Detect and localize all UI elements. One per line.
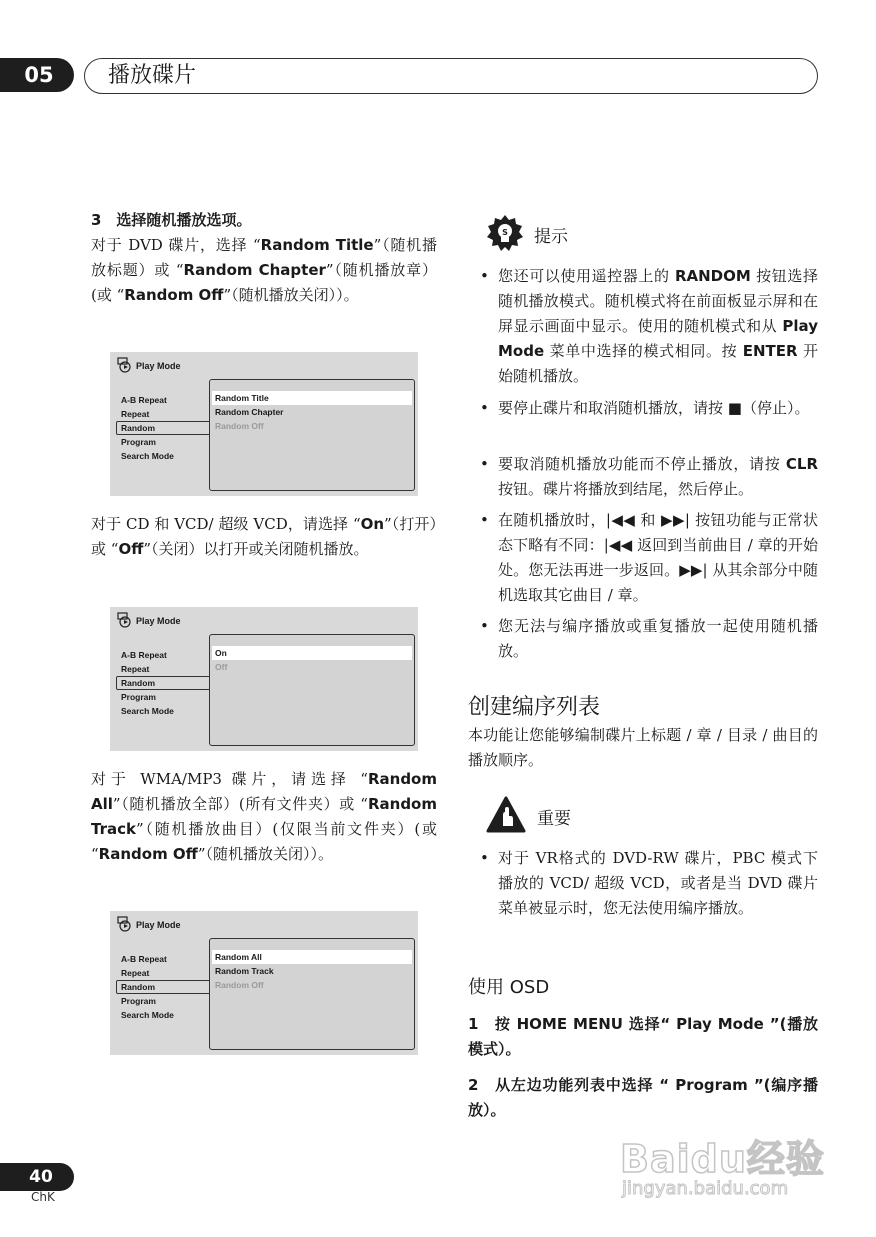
play-mode-icon <box>116 916 134 932</box>
text-run: 您还可以使用遥控器上的 <box>498 267 675 285</box>
osd-menu-item[interactable]: Program <box>121 996 156 1006</box>
osd-menu-item[interactable]: A-B Repeat <box>121 954 167 964</box>
text-run: 要停止碟片和取消随机播放，请按 ■（停止）。 <box>498 399 810 417</box>
play-mode-icon <box>116 357 134 373</box>
bold-term: Random Off <box>98 845 198 863</box>
bullet-item <box>468 396 818 421</box>
text-run: 在随机播放时，|◀◀ 和 ▶▶| 按钮功能与正常状态下略有不同：|◀◀ 返回到当前曲目 / 章的开始处。您无法再进一步返回。▶▶| 从其余部分中随机选取其它曲目 / 章。 <box>498 511 818 604</box>
bullet-dot: • <box>480 617 489 635</box>
page-language-code: ChK <box>31 1190 55 1204</box>
osd-menu-item[interactable]: A-B Repeat <box>121 395 167 405</box>
program-section-description: 本功能让您能够编制碟片上标题 / 章 / 目录 / 曲目的播放顺序。 <box>468 726 818 769</box>
osd-menu-item[interactable]: Random <box>116 676 216 690</box>
osd-section-heading: 使用 OSD <box>468 977 550 998</box>
watermark-logo: Baidu经验 <box>620 1137 825 1181</box>
bold-term: Off <box>118 540 144 558</box>
important-warning-icon <box>486 796 526 834</box>
text-run: 对于 DVD 碟片，选择 “ <box>91 236 261 254</box>
osd-option[interactable]: Random Track <box>215 966 274 976</box>
bullet-item <box>468 452 818 502</box>
text-run: ”（随机播放曲目）(仅限当前文件夹）(或 “ <box>91 820 437 863</box>
bold-term: Random All <box>91 770 437 813</box>
tips-heading: 提示 <box>534 227 568 247</box>
osd-option[interactable]: Random Chapter <box>215 407 284 417</box>
bold-term: CLR <box>785 455 818 473</box>
osd-title: Play Mode <box>136 361 181 371</box>
osd-panel-cd <box>110 607 418 751</box>
text-run: 对于 WMA/MP3 碟片，请选择 “ <box>91 770 368 788</box>
osd-option[interactable]: Random Off <box>215 421 264 431</box>
bold-term: Play Mode <box>498 317 818 360</box>
osd-options-box <box>209 634 415 746</box>
para-dvd-random <box>91 233 437 308</box>
bullet-dot: • <box>480 849 489 867</box>
bold-term: Random Track <box>91 795 437 838</box>
osd-options-box <box>209 938 415 1050</box>
svg-text:S: S <box>502 228 508 237</box>
osd-menu-item[interactable]: Program <box>121 692 156 702</box>
text-run: ”（打开）或 “ <box>91 515 437 558</box>
bullet-item <box>468 614 818 664</box>
bullet-item <box>468 264 818 389</box>
osd-menu-item[interactable]: Search Mode <box>121 1010 174 1020</box>
osd-panel-dvd <box>110 352 418 496</box>
osd-function-menu <box>120 648 216 718</box>
osd-step2: 2 从左边功能列表中选择 “ Program ”(编序播放）。 <box>468 1076 818 1119</box>
baidu-watermark <box>620 1128 825 1208</box>
watermark-url: jingyan.baidu.com <box>622 1178 789 1199</box>
step3-title: 3 选择随机播放选项。 <box>91 211 252 229</box>
text-run: ”（随机播放标题）或 “ <box>91 236 437 279</box>
osd-step1: 1 按 HOME MENU 选择“ Play Mode ”(播放模式）。 <box>468 1015 818 1058</box>
osd-menu-item[interactable]: Search Mode <box>121 706 174 716</box>
text-run: 开始随机播放。 <box>498 342 818 385</box>
osd-option[interactable]: Random Title <box>212 391 412 405</box>
bold-term: Random Chapter <box>183 261 326 279</box>
osd-menu-item[interactable]: Random <box>116 980 216 994</box>
text-run: 您无法与编序播放或重复播放一起使用随机播放。 <box>498 617 818 660</box>
important-heading: 重要 <box>537 809 571 829</box>
bullet-item <box>468 508 818 608</box>
bold-term: On <box>360 515 385 533</box>
para-cd-random <box>91 512 437 562</box>
text-run: ”（随机播放关闭））。 <box>223 286 359 304</box>
osd-option[interactable]: Random Off <box>215 980 264 990</box>
chapter-number-badge: 05 <box>0 58 74 92</box>
text-run: ”（关闭）以打开或关闭随机播放。 <box>143 540 369 558</box>
bold-term: RANDOM <box>674 267 751 285</box>
text-run: 要取消随机播放功能而不停止播放，请按 <box>498 455 786 473</box>
osd-menu-item[interactable]: Repeat <box>121 409 150 419</box>
text-run: 菜单中选择的模式相同。按 <box>544 342 743 360</box>
bold-term: ENTER <box>742 342 798 360</box>
osd-option[interactable]: Off <box>215 662 228 672</box>
osd-title: Play Mode <box>136 616 181 626</box>
bullet-dot: • <box>480 455 489 473</box>
text-run: 按钮。碟片将播放到结尾，然后停止。 <box>498 480 754 498</box>
page-number: 40 <box>0 1163 74 1191</box>
osd-menu-item[interactable]: Repeat <box>121 664 150 674</box>
text-run: 对于 CD 和 VCD/ 超级 VCD，请选择 “ <box>91 515 361 533</box>
osd-option[interactable]: Random All <box>212 950 412 964</box>
text-run: ”（随机播放章）(或 “ <box>91 261 437 304</box>
text-run: ”（随机播放关闭））。 <box>197 845 333 863</box>
chapter-title: 播放碟片 <box>108 63 197 88</box>
osd-menu-item[interactable]: Random <box>116 421 216 435</box>
bullet-dot: • <box>480 511 489 529</box>
text-run: ”（随机播放全部）(所有文件夹）或 “ <box>112 795 368 813</box>
osd-panel-mp3 <box>110 911 418 1055</box>
play-mode-icon <box>116 612 134 628</box>
tip-lightbulb-icon <box>486 214 524 252</box>
osd-function-menu <box>120 393 216 463</box>
text-run: 按钮选择随机播放模式。随机模式将在前面板显示屏和在屏显示画面中显示。使用的随机模式和从 <box>498 267 818 335</box>
para-mp3-random <box>91 767 437 867</box>
text-run: 对于 VR格式的 DVD-RW 碟片，PBC 模式下播放的 VCD/ 超级 VCD，或者是当 DVD 碟片菜单被显示时，您无法使用编序播放。 <box>498 849 818 917</box>
osd-menu-item[interactable]: A-B Repeat <box>121 650 167 660</box>
osd-option[interactable]: On <box>212 646 412 660</box>
osd-menu-item[interactable]: Repeat <box>121 968 150 978</box>
osd-options-box <box>209 379 415 491</box>
bold-term: Random Off <box>124 286 224 304</box>
program-section-title: 创建编序列表 <box>468 695 601 720</box>
osd-function-menu <box>120 952 216 1022</box>
bullet-dot: • <box>480 267 489 285</box>
osd-title: Play Mode <box>136 920 181 930</box>
osd-menu-item[interactable]: Program <box>121 437 156 447</box>
bold-term: Random Title <box>260 236 374 254</box>
osd-menu-item[interactable]: Search Mode <box>121 451 174 461</box>
bullet-dot: • <box>480 399 489 417</box>
bullet-item <box>468 846 818 921</box>
